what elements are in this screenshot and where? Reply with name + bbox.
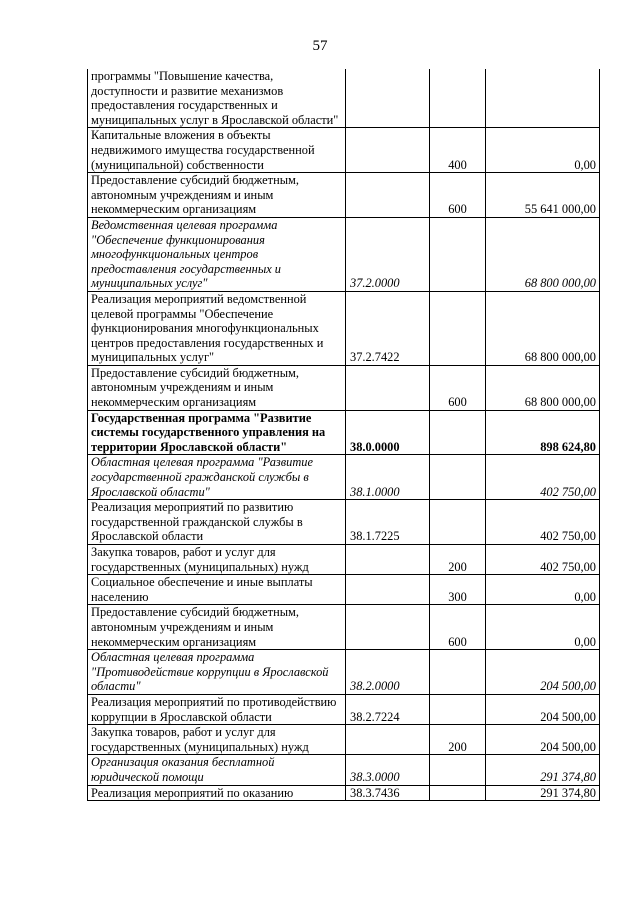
row-code-cell — [346, 725, 430, 755]
row-code-cell: 38.2.7224 — [346, 694, 430, 724]
row-name-cell: Предоставление субсидий бюджетным, автономным учреждениям и иным некоммерческим организациям — [88, 605, 346, 650]
row-type-cell: 600 — [430, 365, 486, 410]
row-name-cell: Закупка товаров, работ и услуг для государственных (муниципальных) нужд — [88, 725, 346, 755]
row-name-cell: Капитальные вложения в объекты недвижимого имущества государственной (муниципальной) собственности — [88, 128, 346, 173]
table-row — [88, 725, 600, 755]
row-name-cell: программы "Повышение качества, доступности и развитие механизмов предоставления государственных и муниципальных услуг в Ярославской области" — [88, 69, 346, 128]
row-sum-cell: 204 500,00 — [486, 725, 600, 755]
table-row — [88, 785, 600, 801]
row-type-cell: 200 — [430, 545, 486, 575]
row-type-cell — [430, 291, 486, 365]
row-name-cell: Областная целевая программа "Развитие государственной гражданской службы в Ярославской области" — [88, 455, 346, 500]
row-name-cell: Организация оказания бесплатной юридической помощи — [88, 755, 346, 785]
row-name-cell: Предоставление субсидий бюджетным, автономным учреждениям и иным некоммерческим организациям — [88, 365, 346, 410]
row-type-cell — [430, 755, 486, 785]
row-sum-cell: 68 800 000,00 — [486, 291, 600, 365]
row-sum-cell: 0,00 — [486, 128, 600, 173]
row-sum-cell: 0,00 — [486, 605, 600, 650]
row-sum-cell: 55 641 000,00 — [486, 173, 600, 218]
table-row — [88, 365, 600, 410]
row-code-cell: 38.0.0000 — [346, 410, 430, 455]
row-code-cell — [346, 173, 430, 218]
table-row — [88, 291, 600, 365]
table-row — [88, 217, 600, 291]
row-name-cell: Государственная программа "Развитие системы государственного управления на территории Ярославской области" — [88, 410, 346, 455]
row-code-cell: 38.1.0000 — [346, 455, 430, 500]
row-sum-cell: 204 500,00 — [486, 650, 600, 695]
table-row — [88, 173, 600, 218]
budget-table — [87, 69, 600, 801]
row-name-cell: Закупка товаров, работ и услуг для государственных (муниципальных) нужд — [88, 545, 346, 575]
row-type-cell — [430, 650, 486, 695]
row-code-cell: 37.2.7422 — [346, 291, 430, 365]
table-row — [88, 575, 600, 605]
row-sum-cell: 68 800 000,00 — [486, 365, 600, 410]
row-code-cell: 38.2.0000 — [346, 650, 430, 695]
row-sum-cell: 291 374,80 — [486, 785, 600, 801]
table-row — [88, 545, 600, 575]
row-code-cell: 37.2.0000 — [346, 217, 430, 291]
row-code-cell — [346, 545, 430, 575]
row-type-cell: 600 — [430, 173, 486, 218]
row-code-cell — [346, 128, 430, 173]
row-type-cell: 600 — [430, 605, 486, 650]
table-row — [88, 455, 600, 500]
row-code-cell — [346, 605, 430, 650]
row-type-cell — [430, 785, 486, 801]
row-sum-cell: 898 624,80 — [486, 410, 600, 455]
table-row — [88, 500, 600, 545]
row-sum-cell: 402 750,00 — [486, 500, 600, 545]
row-code-cell — [346, 575, 430, 605]
row-code-cell: 38.3.7436 — [346, 785, 430, 801]
row-type-cell: 300 — [430, 575, 486, 605]
row-code-cell: 38.1.7225 — [346, 500, 430, 545]
table-row — [88, 694, 600, 724]
row-type-cell — [430, 217, 486, 291]
row-name-cell: Реализация мероприятий по противодействию коррупции в Ярославской области — [88, 694, 346, 724]
row-code-cell — [346, 69, 430, 128]
row-code-cell: 38.3.0000 — [346, 755, 430, 785]
row-sum-cell: 402 750,00 — [486, 545, 600, 575]
row-name-cell: Реализация мероприятий по развитию государственной гражданской службы в Ярославской области — [88, 500, 346, 545]
table-row — [88, 410, 600, 455]
row-type-cell — [430, 500, 486, 545]
row-type-cell: 400 — [430, 128, 486, 173]
table-row — [88, 650, 600, 695]
row-sum-cell: 402 750,00 — [486, 455, 600, 500]
row-sum-cell: 204 500,00 — [486, 694, 600, 724]
row-sum-cell: 68 800 000,00 — [486, 217, 600, 291]
row-type-cell — [430, 694, 486, 724]
row-name-cell: Областная целевая программа "Противодействие коррупции в Ярославской области" — [88, 650, 346, 695]
row-name-cell: Реализация мероприятий по оказанию — [88, 785, 346, 801]
row-sum-cell: 291 374,80 — [486, 755, 600, 785]
row-sum-cell — [486, 69, 600, 128]
table-row — [88, 69, 600, 128]
row-type-cell: 200 — [430, 725, 486, 755]
table-row — [88, 755, 600, 785]
table-row — [88, 605, 600, 650]
row-code-cell — [346, 365, 430, 410]
row-type-cell — [430, 69, 486, 128]
row-name-cell: Социальное обеспечение и иные выплаты населению — [88, 575, 346, 605]
row-name-cell: Ведомственная целевая программа "Обеспечение функционирования многофункциональных центров предоставления государственных и муниципальных услуг" — [88, 217, 346, 291]
row-type-cell — [430, 455, 486, 500]
table-row — [88, 128, 600, 173]
row-type-cell — [430, 410, 486, 455]
row-sum-cell: 0,00 — [486, 575, 600, 605]
page-number: 57 — [312, 38, 328, 54]
row-name-cell: Реализация мероприятий ведомственной целевой программы "Обеспечение функционирования многофункциональных центров предоставления государственных и муниципальных услуг" — [88, 291, 346, 365]
row-name-cell: Предоставление субсидий бюджетным, автономным учреждениям и иным некоммерческим организациям — [88, 173, 346, 218]
